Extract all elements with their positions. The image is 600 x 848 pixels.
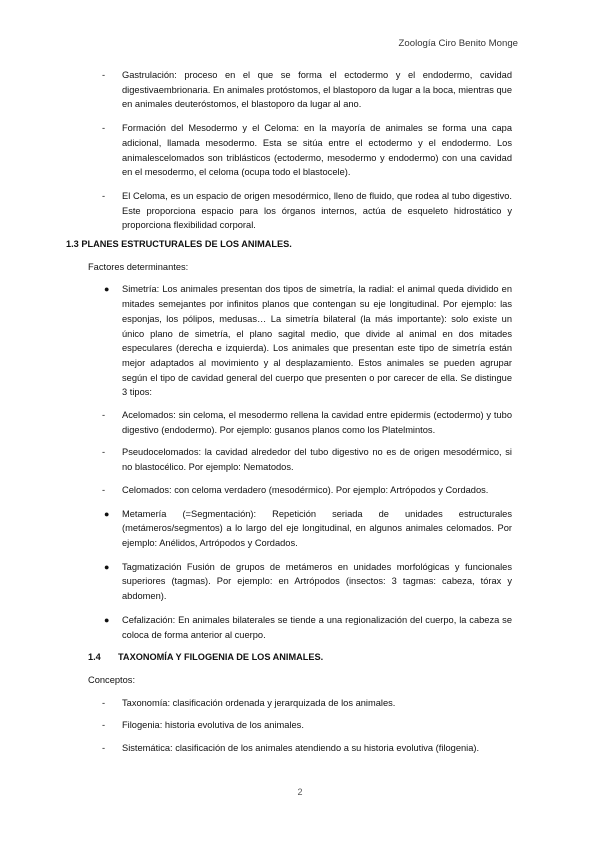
item-text: Filogenia: historia evolutiva de los animales. [122,720,304,731]
dash-marker: - [102,410,106,421]
item-text: Formación del Mesodermo y el Celoma: en la mayoría de animales se forma una capa adicional, llamada mesodermo. Esta se sitúa entre el ectodermo y el endodermo. Los animalescelomados son triblásticos (ectodermo, mesodermo y endodermo) con una cavidad en el mesodermo, el celoma (ocupa todo el blastocele). [122,123,512,178]
bullet-marker: ● [104,561,110,572]
section-intro: Conceptos: [88,674,136,685]
item-text: Taxonomía: clasificación ordenada y jerarquizada de los animales. [122,697,396,708]
list-item-gastrulation [102,68,512,112]
list-item-pseudocelomados [102,445,512,474]
bullet-item-symmetry [104,282,512,400]
dash-marker: - [102,743,106,754]
item-text: Celomados: con celoma verdadero (mesodérmico). Por ejemplo: Artrópodos y Cordados. [122,484,489,495]
dash-marker: - [102,123,106,134]
section-title: TAXONOMÍA Y FILOGENIA DE LOS ANIMALES. [118,652,324,663]
list-item-acelomados [102,408,512,437]
list-item-mesoderm [102,121,512,180]
page-content [0,68,600,756]
bullet-marker: ● [104,284,110,295]
list-item-sistematica [102,741,512,756]
dash-marker: - [102,70,106,80]
bullet-marker: ● [104,508,110,519]
item-text: Cefalización: En animales bilaterales se tiende a una regionalización del cuerpo, la cabeza se coloca de forma anterior al cuerpo. [122,614,512,640]
bullet-item-cefalizacion [104,613,512,642]
item-text: Gastrulación: proceso en el que se forma el ectodermo y el endodermo, cavidad digestivaembrionaria. En animales protóstomos, el blastoporo da lugar a la boca, mientras que en animales deuteróstomos, el blastoporo da lugar al ano. [122,70,512,110]
item-text: Acelomados: sin celoma, el mesodermo rellena la cavidad entre epidermis (ectodermo) y tubo digestivo (endodermo). Por ejemplo: gusanos planos como los Platelmintos. [122,410,512,435]
item-text: Simetría: Los animales presentan dos tipos de simetría, la radial: el animal queda dividido en mitades semejantes por infinitos planos que contengan su eje longitudinal. Por ejemplo: las esponjas, los pólipos, medusas… La simetría bilateral (la más importante): solo existe un único plano de simetría, el plano sagital medio, que divide al animal en dos mitades especulares (derecha e izquierda). Los animales que presentan este tipo de simetría están mejor adaptados al movimiento y al desplazamiento. Estos animales se pueden agrupar según el tipo de cavidad general del cuerpo que presenten o por carecer de ella. Se distingue 3 tipos: [122,284,512,398]
item-text: Metamería (=Segmentación): Repetición seriada de unidades estructurales (metámeros/segmentos) a lo largo del eje longitudinal, en algunos animales celomados. Por ejemplo: Anélidos, Artrópodos y Cordados. [122,508,512,548]
section-heading: 1.3 PLANES ESTRUCTURALES DE LOS ANIMALES. [66,239,292,250]
section-number: 1.4 [88,652,101,663]
page-header: Zoología Ciro Benito Monge [398,38,518,49]
item-text: Sistemática: clasificación de los animales atendiendo a su historia evolutiva (filogenia). [122,743,480,754]
page-number: 2 [297,787,303,797]
dash-marker: - [102,447,106,458]
section-intro: Factores determinantes: [88,261,189,272]
item-text: El Celoma, es un espacio de origen mesodérmico, lleno de fluido, que rodea al tubo digestivo. Este proporciona espacio para los órganos internos, actúa de esqueleto hidrostático y proporciona flexibilidad corporal. [122,190,512,231]
item-text: Pseudocelomados: la cavidad alrededor del tubo digestivo no es de origen mesodérmico, si no blastocélico. Por ejemplo: Nematodos. [122,447,512,473]
dash-marker: - [102,190,106,201]
bullet-item-metameria [104,507,512,551]
dash-marker: - [102,697,106,708]
bullet-item-tagmatizacion [104,560,512,604]
list-item-taxonomia [102,696,512,711]
dash-marker: - [102,720,106,731]
list-item-celomados [102,483,512,498]
section-heading [88,650,600,665]
list-item-celoma [102,189,512,233]
dash-marker: - [102,484,106,495]
list-item-filogenia [102,718,512,733]
bullet-marker: ● [104,614,110,625]
item-text: Tagmatización Fusión de grupos de metámeros en unidades morfológicas y funcionales superiores (tagmas). Por ejemplo: en Artrópodos (insectos: 3 tagmas: cabeza, tórax y abdomen). [122,561,512,602]
